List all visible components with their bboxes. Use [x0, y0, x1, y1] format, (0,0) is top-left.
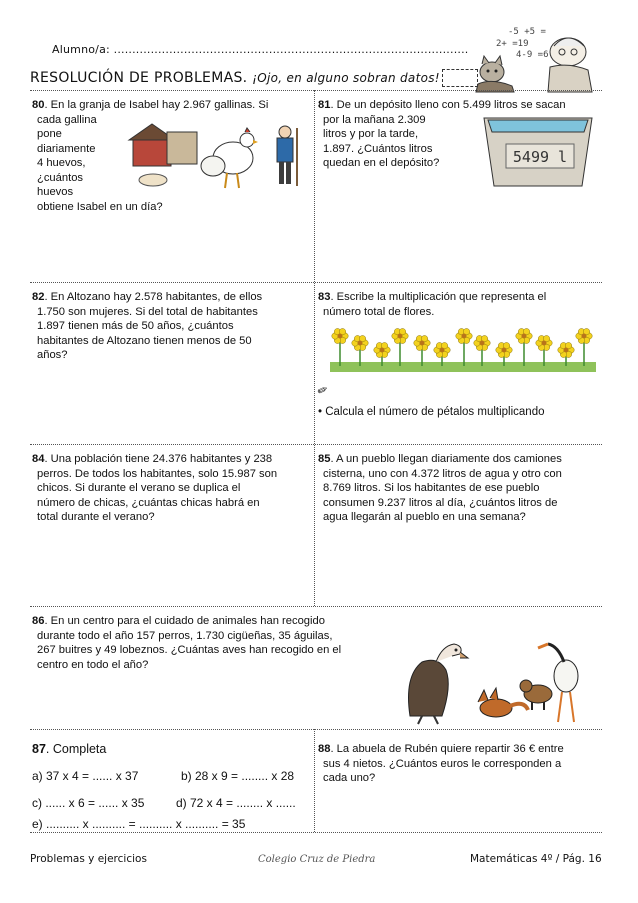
flower-center — [380, 348, 385, 353]
problem-text: cada uno? — [323, 772, 376, 784]
completion-row-d[interactable]: d) 72 x 4 = ........ x ...... — [176, 796, 296, 810]
problem-text: . Escribe la multiplicación que representa el — [330, 291, 547, 303]
column-divider-2 — [314, 729, 315, 832]
farm-hens-illustration — [125, 118, 310, 193]
problem-number: 86 — [32, 615, 45, 627]
title-text: RESOLUCIÓN DE PROBLEMAS. — [30, 70, 253, 86]
row-divider-4 — [30, 606, 602, 607]
problem-text: centro en todo el año? — [37, 658, 149, 671]
flower-center — [440, 348, 445, 353]
grass-strip — [330, 362, 596, 372]
flower-center — [462, 334, 467, 339]
problem-text: quedan en el depósito? — [323, 157, 440, 169]
problem-text: . En Altozano hay 2.578 habitantes, de ellos — [44, 291, 263, 303]
footer-page: Matemáticas 4º / Pág. 16 — [470, 853, 602, 865]
row-divider-5 — [30, 729, 602, 730]
completion-row-e[interactable]: e) .......... x .......... = .......... x .......... = 35 — [32, 817, 246, 831]
svg-text:4-9 =6: 4-9 =6 — [516, 50, 549, 60]
problem-text: número de chicas, ¿cuántas chicas habrá en — [37, 496, 260, 509]
problem-87 — [32, 742, 312, 756]
completion-row-a[interactable]: a) 37 x 4 = ...... x 37 — [32, 769, 139, 783]
problem-number: 81 — [318, 99, 331, 111]
flower-center — [502, 348, 507, 353]
problem-text: litros y por la tarde, — [323, 128, 419, 140]
problem-text: habitantes de Altozano tienen menos de 50 — [37, 334, 252, 347]
problem-text: 4 huevos, — [37, 157, 86, 169]
problem-83-subtask — [318, 405, 545, 420]
svg-text:-5 +5 =: -5 +5 = — [508, 27, 546, 37]
problem-text: perros. De todos los habitantes, solo 15.987 son — [37, 467, 278, 480]
problem-number: 82 — [32, 291, 45, 303]
problem-text: ¿cuántos — [37, 171, 84, 184]
footer-left: Problemas y ejercicios — [30, 853, 147, 865]
flower-center — [564, 348, 569, 353]
problem-84 — [32, 452, 312, 525]
row-divider-6 — [30, 832, 602, 833]
problem-text: 1.750 son mujeres. Si del total de habitantes — [37, 305, 258, 318]
flower-center — [398, 334, 403, 339]
problem-85 — [318, 452, 603, 525]
flower-center — [338, 334, 343, 339]
problem-text: cisterna, uno con 4.372 litros de agua y otro con — [323, 467, 562, 480]
student-name-line: Alumno/a: ................................................................................................ — [52, 43, 469, 56]
problem-text: . En un centro para el cuidado de animales han recogido — [44, 615, 325, 627]
problem-text: por la mañana 2.309 — [323, 113, 426, 126]
problem-number: 87 — [32, 742, 46, 756]
problem-text: . En la granja de Isabel hay 2.967 gallinas. Si — [44, 99, 269, 111]
problem-number: 80 — [32, 99, 45, 111]
row-divider-3 — [30, 444, 602, 445]
svg-text:2+ =19: 2+ =19 — [496, 39, 529, 49]
problem-text: . Una población tiene 24.376 habitantes y 238 — [44, 453, 273, 465]
problem-text: 267 buitres y 49 lobeznos. ¿Cuántas aves han recogido en el — [37, 644, 342, 656]
problem-86 — [32, 614, 392, 672]
page-title — [30, 69, 478, 87]
row-divider-1 — [30, 90, 602, 91]
problem-text: cada gallina — [37, 113, 97, 126]
problem-text: 8.769 litros. Si los habitantes de ese pueblo — [323, 482, 540, 494]
problem-number: 85 — [318, 453, 331, 465]
tank-label: 5499 l — [512, 148, 568, 166]
problem-text: . De un depósito lleno con 5.499 litros se sacan — [330, 99, 566, 111]
problem-text: Calcula el número de pétalos multiplicando — [325, 406, 545, 418]
completion-row-c[interactable]: c) ...... x 6 = ...... x 35 — [32, 796, 145, 810]
pencil-icon: ✎ — [314, 383, 332, 398]
problem-number: 83 — [318, 291, 331, 303]
problem-text: sus 4 nietos. ¿Cuántos euros le corresponden a — [323, 757, 562, 770]
problem-text: 1.897 tienen más de 50 años, ¿cuántos — [37, 320, 234, 332]
flower-center — [542, 341, 547, 346]
row-divider-2 — [30, 282, 602, 283]
problem-text: consumen 9.237 litros al día, ¿cuántos litros de — [323, 496, 558, 509]
problem-text: número total de flores. — [323, 305, 435, 318]
teacher-cat-illustration — [470, 22, 600, 92]
problem-title: . Completa — [45, 742, 107, 756]
answer-box[interactable] — [442, 69, 478, 87]
problem-text: . A un pueblo llegan diariamente dos camiones — [330, 453, 562, 465]
completion-row-b[interactable]: b) 28 x 9 = ........ x 28 — [181, 769, 295, 783]
problem-text: 1.897. ¿Cuántos litros — [323, 142, 433, 155]
water-tank-illustration — [478, 112, 598, 192]
problem-text: obtiene Isabel en un día? — [37, 200, 163, 213]
problem-88 — [318, 742, 603, 786]
flower-center — [522, 334, 527, 339]
problem-text: años? — [37, 349, 68, 361]
bullet: • — [318, 406, 323, 418]
problem-text: . La abuela de Rubén quiere repartir 36 € entre — [330, 743, 564, 755]
footer-school: Colegio Cruz de Piedra — [258, 854, 376, 865]
problem-text: chicos. Si durante el verano se duplica el — [37, 482, 241, 494]
flower-center — [358, 341, 363, 346]
problem-number: 84 — [32, 453, 45, 465]
column-divider-1 — [314, 90, 315, 606]
flower-center — [420, 341, 425, 346]
flower-center — [480, 341, 485, 346]
title-warning: ¡Ojo, en alguno sobran datos! — [252, 71, 440, 85]
birds-animals-illustration — [398, 636, 598, 726]
problem-number: 88 — [318, 743, 331, 755]
problem-82 — [32, 290, 312, 363]
problem-text: durante todo el año 157 perros, 1.730 cigüeñas, 35 águilas, — [37, 629, 333, 642]
problem-text: agua llegarán al pueblo en una semana? — [323, 511, 526, 523]
problem-text: huevos — [37, 186, 74, 198]
problem-83 — [318, 290, 603, 319]
flowers-illustration — [330, 322, 596, 374]
problem-text: diariamente — [37, 142, 96, 155]
problem-text: total durante el verano? — [37, 511, 155, 523]
flower-center — [582, 334, 587, 339]
problem-text: pone — [37, 128, 62, 140]
